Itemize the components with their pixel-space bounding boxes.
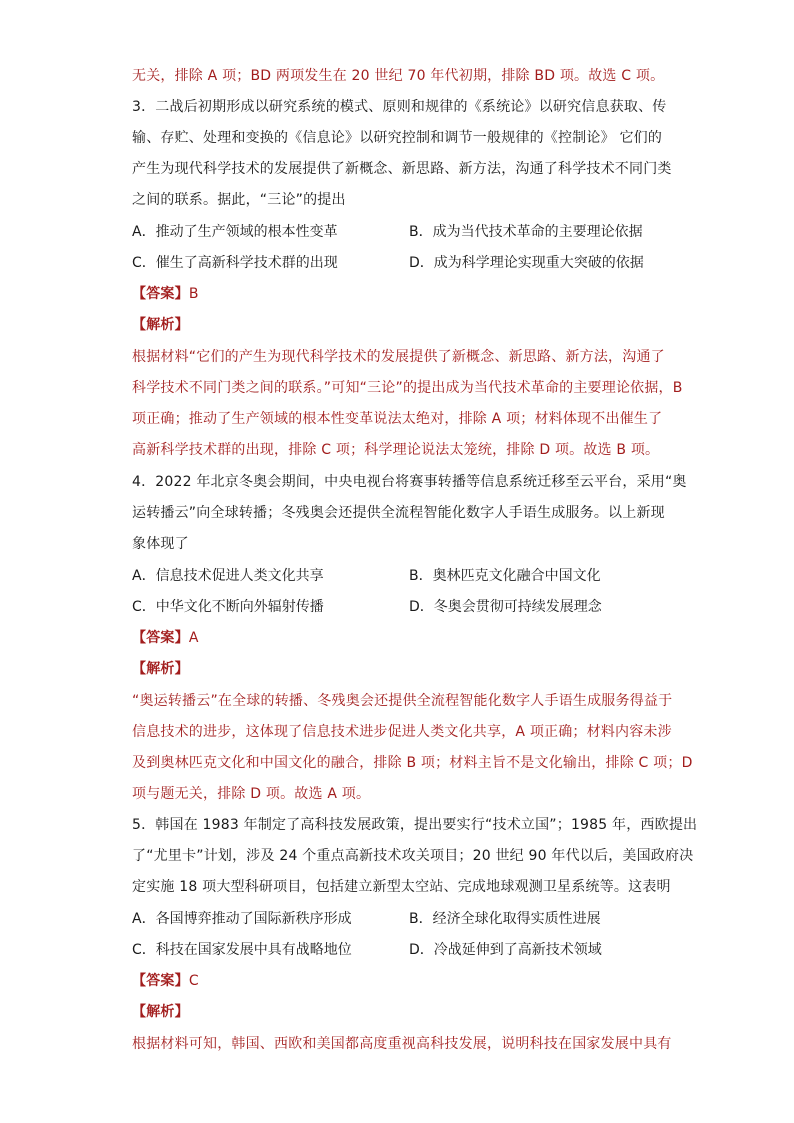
q3-analysis-line-2: 科学技术不同门类之间的联系。”可知“三论”的提出成为当代技术革命的主要理论依据，B xyxy=(132,380,683,396)
q5-answer-label: 【答案】 xyxy=(132,973,189,989)
q3-analysis-line-3: 项正确；推动了生产领域的根本性变革说法太绝对，排除 A 项；材料体现不出催生了 xyxy=(132,411,663,427)
q4-analysis-line-2: 信息技术的进步，这体现了信息技术进步促进人类文化共享，A 项正确；材料内容未涉 xyxy=(132,724,672,740)
q5-option-d: D．冷战延伸到了高新技术领域 xyxy=(409,942,602,958)
q5-stem-line-1: 5．韩国在 1983 年制定了高科技发展政策，提出要实行“技术立国”；1985 年，西欧提出 xyxy=(132,817,698,833)
q3-stem-line-1: 3．二战后初期形成以研究系统的模式、原则和规律的《系统论》以研究信息获取、传 xyxy=(132,99,667,115)
q5-answer xyxy=(132,971,199,991)
q4-answer xyxy=(132,628,199,648)
q4-option-d: D．冬奥会贯彻可持续发展理念 xyxy=(409,599,602,615)
q4-analysis-line-1: “奥运转播云”在全球的转播、冬残奥会还提供全流程智能化数字人手语生成服务得益于 xyxy=(132,693,673,709)
q3-analysis-label: 【解析】 xyxy=(132,317,189,333)
q5-analysis-line-1: 根据材料可知，韩国、西欧和美国都高度重视高科技发展，说明科技在国家发展中具有 xyxy=(132,1036,672,1052)
q4-answer-value: A xyxy=(188,630,199,646)
q4-option-a: A．信息技术促进人类文化共享 xyxy=(132,568,324,584)
q3-answer-value: B xyxy=(188,286,199,302)
q3-analysis-line-1: 根据材料“它们的产生为现代科学技术的发展提供了新概念、新思路、新方法，沟通了 xyxy=(132,349,665,365)
q5-option-b: B．经济全球化取得实质性进展 xyxy=(409,911,601,927)
q3-option-c: C．催生了高新科学技术群的出现 xyxy=(132,255,338,271)
q3-stem-line-2: 输、存贮、处理和变换的《信息论》以研究控制和调节一般规律的《控制论》 它们的 xyxy=(132,130,663,146)
q5-answer-value: C xyxy=(188,973,199,989)
previous-analysis-tail: 无关，排除 A 项；BD 两项发生在 20 世纪 70 年代初期，排除 BD 项。故选 C 项。 xyxy=(132,68,665,84)
q4-option-b: B．奥林匹克文化融合中国文化 xyxy=(409,568,601,584)
q3-option-d: D．成为科学理论实现重大突破的依据 xyxy=(409,255,644,271)
q5-analysis-heading xyxy=(132,1002,189,1022)
q4-answer-label: 【答案】 xyxy=(132,630,189,646)
q3-stem-line-3: 产生为现代科学技术的发展提供了新概念、新思路、新方法，沟通了科学技术不同门类 xyxy=(132,161,672,177)
q3-option-a: A．推动了生产领域的根本性变革 xyxy=(132,224,338,240)
q5-stem-line-3: 定实施 18 项大型科研项目，包括建立新型太空站、完成地球观测卫星系统等。这表明 xyxy=(132,879,671,895)
q3-answer xyxy=(132,284,199,304)
q4-stem-line-1: 4．2022 年北京冬奥会期间，中央电视台将赛事转播等信息系统迁移至云平台，采用“奥 xyxy=(132,474,687,490)
q4-option-c: C．中华文化不断向外辐射传播 xyxy=(132,599,324,615)
q5-stem-line-2: 了“尤里卡”计划，涉及 24 个重点高新技术攻关项目；20 世纪 90 年代以后，美国政府决 xyxy=(132,848,694,864)
q4-stem-line-3: 象体现了 xyxy=(132,536,189,552)
q4-stem-line-2: 运转播云”向全球转播；冬残奥会还提供全流程智能化数字人手语生成服务。以上新现 xyxy=(132,505,665,521)
q5-option-a: A．各国博弈推动了国际新秩序形成 xyxy=(132,911,352,927)
q4-analysis-label: 【解析】 xyxy=(132,661,189,677)
q3-stem-line-4: 之间的联系。据此，“三论”的提出 xyxy=(132,192,346,208)
q4-analysis-line-4: 项与题无关，排除 D 项。故选 A 项。 xyxy=(132,786,371,802)
q5-option-c: C．科技在国家发展中具有战略地位 xyxy=(132,942,352,958)
q3-analysis-line-4: 高新科学技术群的出现，排除 C 项；科学理论说法太笼统，排除 D 项。故选 B 项。 xyxy=(132,442,660,458)
q4-analysis-line-3: 及到奥林匹克文化和中国文化的融合，排除 B 项；材料主旨不是文化输出，排除 C 项；D xyxy=(132,755,693,771)
q5-analysis-label: 【解析】 xyxy=(132,1004,189,1020)
q4-analysis-heading xyxy=(132,659,189,679)
q3-analysis-heading xyxy=(132,315,189,335)
q3-option-b: B．成为当代技术革命的主要理论依据 xyxy=(409,224,643,240)
q3-answer-label: 【答案】 xyxy=(132,286,189,302)
